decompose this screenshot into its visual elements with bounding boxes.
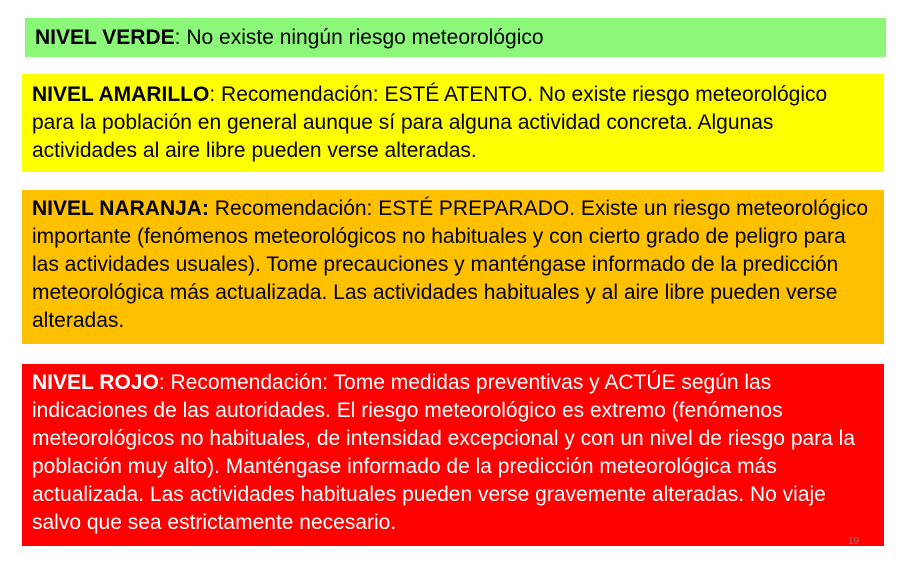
level-yellow-separator: :: [209, 83, 216, 106]
level-red-name: NIVEL ROJO: [32, 371, 159, 394]
level-orange-box: [22, 190, 884, 344]
page-number: 19: [848, 536, 860, 547]
level-green-name: NIVEL VERDE: [35, 26, 175, 49]
level-orange-name: NIVEL NARANJA:: [32, 197, 209, 220]
level-yellow-text: Recomendación: ESTÉ ATENTO. No existe riesgo meteorológico para la población en general aunque sí para alguna actividad concreta. Algunas actividades al aire libre pueden verse alteradas.: [32, 83, 828, 162]
level-yellow-name: NIVEL AMARILLO: [32, 83, 210, 106]
level-green-text: No existe ningún riesgo meteorológico: [180, 26, 544, 49]
level-red-box: [22, 364, 884, 546]
level-red-separator: :: [158, 371, 165, 394]
level-yellow-box: [22, 74, 884, 172]
level-green-separator: :: [174, 26, 181, 49]
level-green-box: [25, 18, 886, 57]
level-orange-text: Recomendación: ESTÉ PREPARADO. Existe un riesgo meteorológico importante (fenómenos meteorológicos no habituales y con cierto grado de peligro para las actividades usuales). Tome precauciones y manténgase informado de la predicción meteorológica más actualizada. Las actividades habituales y al aire libre pueden verse alteradas.: [32, 197, 869, 332]
level-red-text: Recomendación: Tome medidas preventivas y ACTÚE según las indicaciones de las autoridades. El riesgo meteorológico es extremo (fenómenos meteorológicos no habituales, de intensidad excepcional y con un nivel de riesgo para la población muy alto). Manténgase informado de la predicción meteorológica más actualizada. Las actividades habituales pueden verse gravemente alteradas. No viaje salvo que sea estrictamente necesario.: [32, 371, 856, 534]
